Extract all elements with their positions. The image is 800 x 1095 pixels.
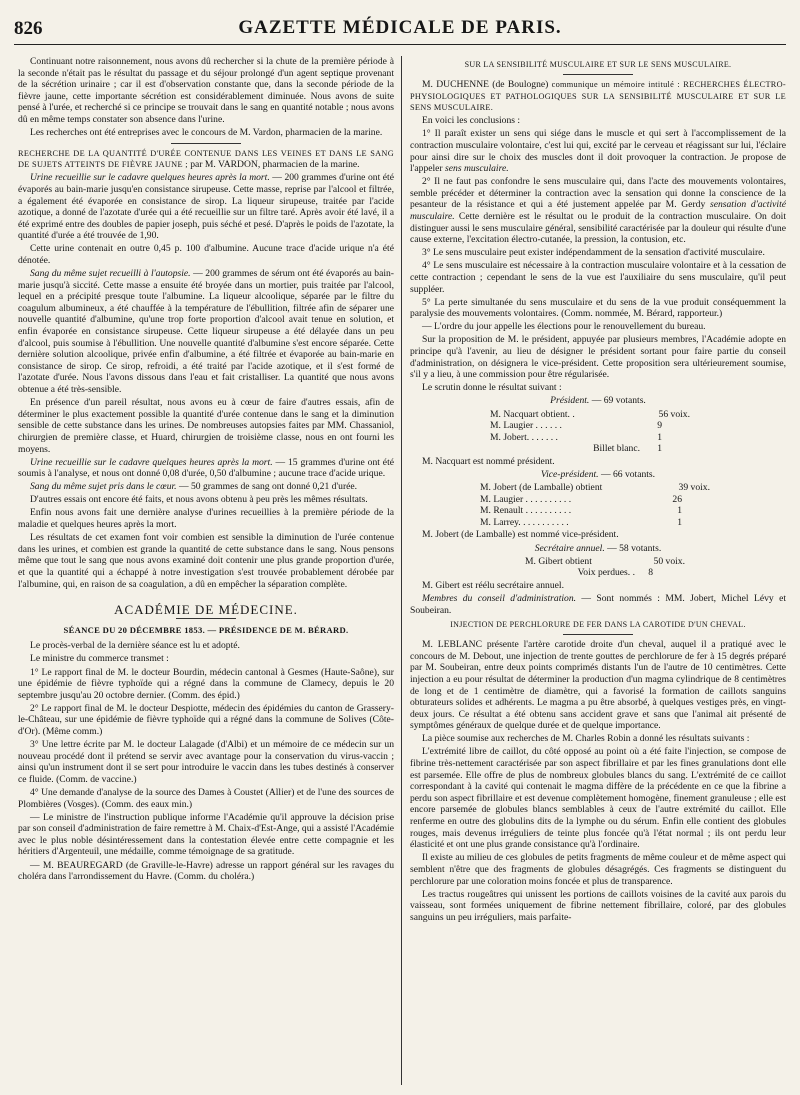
- paragraph: [18, 457, 394, 480]
- paragraph: 3° Une lettre écrite par M. le docteur Lalagade (d'Albi) et un mémoire de ce médecin sur un nouveau procédé dont il prétend se servir avec avantage pour la conservation du virus-vaccin ; ainsi qu'un instrument dont il se sert pour introduire le vaccin dans les tubes destinés à conserver ce fluide. (Comm. de vaccine.): [18, 739, 394, 785]
- paragraph: Le procès-verbal de la dernière séance est lu et adopté.: [30, 640, 240, 652]
- divider-rule: [563, 74, 633, 75]
- vote-table-vice-president: [410, 482, 786, 528]
- article-heading: [18, 148, 394, 171]
- vote-count: 1: [657, 443, 662, 455]
- session-heading: SÉANCE DU 20 DÉCEMBRE 1853. — PRÉSIDENCE DE M. BÉRARD.: [63, 624, 349, 635]
- paragraph: [410, 79, 786, 114]
- paragraph-text: — 15 grammes d'urine ont été soumis à l'analyse, et nous ont donné 0,08 d'urée, 0,50 d'albumine ; aucune trace d'acide urique.: [18, 456, 394, 480]
- vote-count: 26: [672, 493, 682, 505]
- paragraph-text: 1° Il paraît exister un sens qui siége dans le muscle et qui sert à l'accomplissement de la contraction musculaire volontaire, c'est lui qui, excité par le cerveau et réagissant sur lui, l'éclaire pour ainsi dire sur le choix des muscles dont il doit provoquer la contraction. Je propose de l'appeler: [410, 128, 786, 175]
- paragraph: D'autres essais ont encore été faits, et nous avons obtenu à peu près les mêmes résultats.: [30, 494, 368, 506]
- paragraph: [410, 176, 786, 246]
- paragraph: 4° Le sens musculaire est nécessaire à la contraction musculaire volontaire et à la cessation de cette contraction ; cependant le sens de la vue est l'auxiliaire du sens musculaire, qu'il peut suppléer.: [410, 260, 786, 295]
- vote-row: [525, 567, 786, 579]
- vote-count: 56 voix.: [658, 408, 690, 420]
- divider-rule: [171, 143, 241, 144]
- page-header: [14, 14, 786, 45]
- italic-term: sens musculaire.: [445, 163, 509, 175]
- vote-label: Président.: [550, 395, 590, 407]
- vote-heading-secretary: [410, 543, 786, 555]
- candidate-name: Billet blanc.: [593, 443, 640, 455]
- paragraph: [410, 593, 786, 616]
- vote-heading-vice-president: [410, 469, 786, 481]
- heading-caps: RECHERCHE DE LA QUANTITÉ D'URÉE CONTENUE DANS LES VEINES ET DANS LE SANG DE SUJETS ATTEINTS DE FIÈVRE JAUNE ;: [18, 148, 394, 170]
- paragraph: Le ministre du commerce transmet :: [30, 653, 169, 665]
- section-title: ACADÉMIE DE MÉDECINE.: [114, 602, 298, 618]
- paragraph: 5° La perte simultanée du sens musculaire et du sens de la vue produit conséquemment la paralysie des mouvements volontaires. (Comm. nommée, M. Bérard, rapporteur.): [410, 296, 786, 320]
- vote-row: [490, 432, 786, 444]
- left-column: [18, 56, 394, 1087]
- vote-row: [480, 505, 786, 517]
- vote-total: — 66 votants.: [598, 469, 656, 480]
- paragraph: 4° Une demande d'analyse de la source des Dames à Coustet (Allier) et de l'une des sources de Plombières (Vosges). (Comm. des eaux min.): [18, 786, 394, 810]
- paragraph: 3° Le sens musculaire peut exister indépendamment de la sensation d'activité musculaire.: [422, 247, 765, 259]
- italic-lead: Urine recueillie sur le cadavre quelques heures après la mort.: [30, 456, 273, 468]
- italic-lead: Sang du même sujet pris dans le cœur.: [30, 481, 177, 493]
- vote-label: Vice-président.: [540, 469, 599, 480]
- article-heading: SUR LA SENSIBILITÉ MUSCULAIRE ET SUR LE SENS MUSCULAIRE.: [464, 60, 732, 69]
- paragraph: — M. BEAUREGARD (de Graville-le-Havre) adresse un rapport général sur les ravages du choléra dans l'arrondissement du Havre. (Comm. du choléra.): [18, 859, 394, 883]
- paragraph-text: communique un mémoire intitulé : RECHERCHES ÉLECTRO-PHYSIOLOGIQUES ET PATHOLOGIQUES SUR LA SENSIBILITÉ MUSCULAIRE ET SUR LE SENS MUSCULAIRE.: [410, 80, 786, 113]
- vote-row: [480, 482, 786, 494]
- candidate-name: M. Laugier . . . . . . . . . .: [480, 493, 572, 505]
- paragraph-text: Cette dernière est le résultat ou le produit de la contraction musculaire. On doit distinguer aussi le sens musculaire général, sensibilité caractérisée par la douleur qui résulte d'une cause externe, l'excitation électro-cutanée, la pression, la contusion, etc.: [410, 211, 786, 246]
- paragraph: M. Gibert est réélu secrétaire annuel.: [422, 579, 564, 591]
- vote-count: 39 voix.: [678, 482, 710, 494]
- vote-count: 50 voix.: [653, 555, 685, 567]
- italic-lead: Membres du conseil d'administration.: [422, 592, 577, 604]
- paragraph: La pièce soumise aux recherches de M. Charles Robin a donné les résultats suivants :: [422, 733, 750, 745]
- italic-term: sensation d'activité musculaire.: [410, 199, 786, 223]
- candidate-name: M. Renault . . . . . . . . . .: [480, 505, 572, 517]
- vote-row: [490, 443, 786, 455]
- paragraph-text: — Sont nommés : MM. Jobert, Michel Lévy et Soubeiran.: [410, 592, 786, 616]
- paragraph: — L'ordre du jour appelle les élections pour le renouvellement du bureau.: [422, 321, 706, 333]
- italic-lead: Urine recueillie sur le cadavre quelques heures après la mort.: [30, 172, 270, 184]
- vote-count: 1: [677, 516, 682, 528]
- vote-total: — 58 votants.: [604, 542, 662, 554]
- paragraph: Les recherches ont été entreprises avec le concours de M. Vardon, pharmacien de la marine.: [30, 127, 383, 139]
- paragraph-text: — 200 grammes de sérum ont été évaporés au bain-marie jusqu'à siccité. Cette masse a ensuite été broyée dans un mortier, puis traitée par l'alcool, lequel en a précipité presque toute l'albumine. La liqueur alcoolique, séparée par le filtre du coagulum albumineux, a été chauffée à la température de l'ébullition, filtrée afin de séparer une nouvelle quantité d'albumine, qu'une trop forte proportion d'alcool avait tenue en solution, et enfin évaporée en consistance sirupeuse. Cette liqueur sirupeuse a été délayée dans un peu d'alcool, puis soumise à l'ébullition. Une nouvelle quantité d'albumine s'est encore séparée. Cette dernière solution alcoolique, privée enfin d'albumine, a été filtrée et évaporée au bain-marie en consistance de sirop. Ce sirop, refroidi, a été traité par l'acide azotique, et il s'est formé de l'azotate d'urée. Nous l'avons dissous dans l'eau et fait cristalliser. La quantité que nous avons obtenue a été très-sensible.: [18, 268, 394, 396]
- vote-total: — 69 votants.: [589, 395, 646, 407]
- vote-count: 9: [657, 420, 662, 432]
- column-divider: [401, 56, 402, 1085]
- candidate-name: M. Nacquart obtient. .: [490, 408, 575, 420]
- paragraph: [18, 481, 394, 493]
- paragraph: [410, 128, 786, 174]
- candidate-name: M. Laugier . . . . . .: [490, 420, 562, 432]
- vote-count: 8: [648, 567, 653, 579]
- vote-label: Secrétaire annuel.: [534, 542, 605, 554]
- candidate-name: M. Larrey. . . . . . . . . . .: [480, 516, 569, 528]
- paragraph-text: — 200 grammes d'urine ont été évaporés au bain-marie jusqu'en consistance sirupeuse. Cette masse, reprise par l'alcool et filtrée, a également été évaporée en consistance de sirop. La liqueur sirupeuse, traitée par l'acide azotique, a donné de l'azotate d'urée qui a été recueillie sur un filtre taré. Après avoir été lavé, il a été exprimé entre des doubles de papier joseph, puis séché et pesé. D'après le poids de l'azotate, la quantité d'urée a été trouvée de 1,90.: [18, 172, 394, 242]
- paragraph: [18, 172, 394, 242]
- paragraph: M. Jobert (de Lamballe) est nommé vice-président.: [422, 529, 619, 541]
- vote-row: [480, 494, 786, 506]
- paragraph: Sur la proposition de M. le président, appuyée par plusieurs membres, l'Académie adopte en principe qu'à l'avenir, au lieu de désigner le président sortant pour faire partie du conseil d'administration, on désignera le vice-président. Cette proposition sera ultérieurement soumise, s'il y a lieu, à une commission pour être régularisée.: [410, 334, 786, 381]
- paragraph: Cette urine contenait en outre 0,45 p. 100 d'albumine. Aucune trace d'acide urique n'a été dénotée.: [18, 243, 394, 266]
- vote-row: [480, 517, 786, 529]
- heading-author: par M. VARDON, pharmacien de la marine.: [187, 159, 360, 171]
- paragraph: Continuant notre raisonnement, nous avons dû rechercher si la chute de la première période à la seconde n'était pas le résultat du passage et du séjour prolongé d'un agent septique provenant de la sécrétion urinaire ; car il est d'observation constante que, dans la seconde période de la fièvre jaune, cette importante sécrétion est considérablement diminuée. Nous avons de suite pensé à l'urée, et recherché si ce principe se trouvait dans le sang en quantité notable ; nous avons dû en même temps constater son absence dans l'urine.: [18, 56, 394, 125]
- paragraph: Le scrutin donne le résultat suivant :: [422, 382, 562, 394]
- article-heading: INJECTION DE PERCHLORURE DE FER DANS LA CAROTIDE D'UN CHEVAL.: [450, 620, 746, 630]
- paragraph-text: — 50 grammes de sang ont donné 0,21 d'urée.: [176, 481, 358, 493]
- vote-count: 1: [657, 431, 662, 443]
- vote-row: [490, 420, 786, 432]
- paragraph: M. Nacquart est nommé président.: [422, 455, 555, 467]
- paragraph: Il existe au milieu de ces globules de petits fragments de même couleur et de même aspect qui semblent n'être que des fragments de globules désagrégés. Ces fragments se distinguent du perchlorure par une coloration moins foncée et plus de transparence.: [410, 852, 786, 887]
- vote-count: 1: [677, 505, 682, 517]
- right-column: [410, 56, 786, 1087]
- divider-rule: [563, 634, 633, 635]
- paragraph: L'extrémité libre de caillot, du côté opposé au point où a été faite l'injection, se compose de fibrine très-nettement caractérisée par son aspect fibrillaire et par les fines granulations dont elle est parsemée. Elle offre de plus de nombreux globules blancs du sang. L'extrémité de ce caillot correspondant à la cavité qui contenait le magma diffère de la précédente en ce que la fibrine a perdu son aspect fibrillaire et est devenue complètement homogène, finement granuleuse ; elle est encore parsemée de globules blancs semblables à ceux de l'autre extrémité du caillot. Elle renferme en outre des globulins dits de la lymphe ou du sérum. Enfin elle contient des globules rouges, mais devenus irréguliers de teinte plus foncée qu'à l'état normal ; ils ont perdu leur élasticité et ont une plus grande consistance qu'à l'ordinaire.: [410, 746, 786, 851]
- vote-table-secretary: [410, 556, 786, 579]
- author-name: M. DUCHENNE (de Boulogne): [422, 79, 549, 90]
- candidate-name: Voix perdues. .: [577, 567, 635, 579]
- candidate-name: M. Jobert (de Lamballe) obtient: [480, 482, 603, 494]
- paragraph: Enfin nous avons fait une dernière analyse d'urines recueillies à la première période de la maladie et quelques heures après la mort.: [18, 507, 394, 531]
- candidate-name: M. Jobert. . . . . . .: [490, 431, 558, 443]
- paragraph: [18, 268, 394, 396]
- paragraph: — Le ministre de l'instruction publique informe l'Académie qu'il approuve la décision prise par son conseil d'administration de faire remettre à M. Chaix-d'Est-Ange, qui a assisté l'Académie avec le plus noble désintéressement dans la contestation élevée entre cette compagnie et les héritiers d'Argenteuil, une médaille, comme témoignage de sa gratitude.: [18, 811, 394, 858]
- paragraph: 2° Le rapport final de M. le docteur Despiotte, médecin des épidémies du canton de Grassery-le-Château, sur une épidémie de fièvre typhoïde qui a régné dans la commune de Solives (Côte-d'Or). (Même comm.): [18, 702, 394, 737]
- vote-row: [490, 409, 786, 421]
- italic-lead: Sang du même sujet recueilli à l'autopsie.: [30, 268, 191, 280]
- paragraph: 1° Le rapport final de M. le docteur Bourdin, médecin cantonal à Gesmes (Haute-Saône), sur une épidémie de fièvre typhoïde qui a régné dans la commune de Clamecy, depuis le 20 septembre jusqu'au 20 octobre dernier. (Comm. des épid.): [18, 666, 394, 701]
- section-rule: [176, 618, 236, 619]
- candidate-name: M. Gibert obtient: [525, 555, 592, 567]
- paragraph: En présence d'un pareil résultat, nous avons eu à cœur de faire d'autres essais, afin de déterminer le plus exactement possible la quantité d'urée contenue dans le sang et la diminution sensible de cette substance dans les urines. De nombreuses autopsies faites par MM. Chassaniol, chirurgien de première classe, et Huard, chirurgien de troisième classe, nous en ont fourni les moyens.: [18, 397, 394, 455]
- paragraph: En voici les conclusions :: [422, 115, 521, 127]
- paragraph: Les résultats de cet examen font voir combien est sensible la diminution de l'urée contenue dans les urines, et combien est grande la quantité de cette substance dans le sang. Nous pensons même que tout le sang que nous avons examiné doit contenir une plus grande proportion d'urée, et que la quantité qui a échappé à notre investigation s'est trouvée probablement dérobée par l'albumine, qui, en raison de sa coagulation, a dû en empêcher la séparation complète.: [18, 532, 394, 590]
- vote-row: [525, 556, 786, 568]
- paragraph: Les tractus rougeâtres qui unissent les portions de caillots voisines de la cavité aux parois du vaisseau, sont formées uniquement de fibrine nettement fibrillaire, coloré, par des globules sanguins un peu irréguliers, mais parfaite-: [410, 888, 786, 923]
- vote-table-president: [410, 409, 786, 455]
- paragraph: M. LEBLANC présente l'artère carotide droite d'un cheval, auquel il a pratiqué avec le concours de M. Debout, une injection de trente gouttes de perchlorure de fer à 15 degrés préparé par M. Soubeiran, entre deux points comprimés distants l'un de l'autre de 10 centimètres. Cette injection a eu pour résultat de déterminer la production d'un magma cylindrique de 8 centimètres de long et de 1 centimètre de diamètre, qui a favorisé la formation de caillots sanguins obturateurs solides et adhérents. Le magma a pu être absorbé, à quelques vestiges près, en vingt-deux jours. Ce résultat a été obtenu sans accident grave et sans que l'animal ait présenté de symptômes généraux de quelque durée et de quelque importance.: [410, 639, 786, 732]
- vote-heading-president: [410, 395, 786, 407]
- journal-title: GAZETTE MÉDICALE DE PARIS.: [238, 17, 562, 38]
- page-number: 826: [14, 18, 43, 39]
- paragraph-text: 2° Il ne faut pas confondre le sens musculaire qui, dans l'acte des mouvements volontaires, semble précéder et déterminer la contraction avec la sensation qui donne la conscience de la pesanteur de la résistance et qui a été justement appelée par M. Gerdy: [410, 176, 786, 211]
